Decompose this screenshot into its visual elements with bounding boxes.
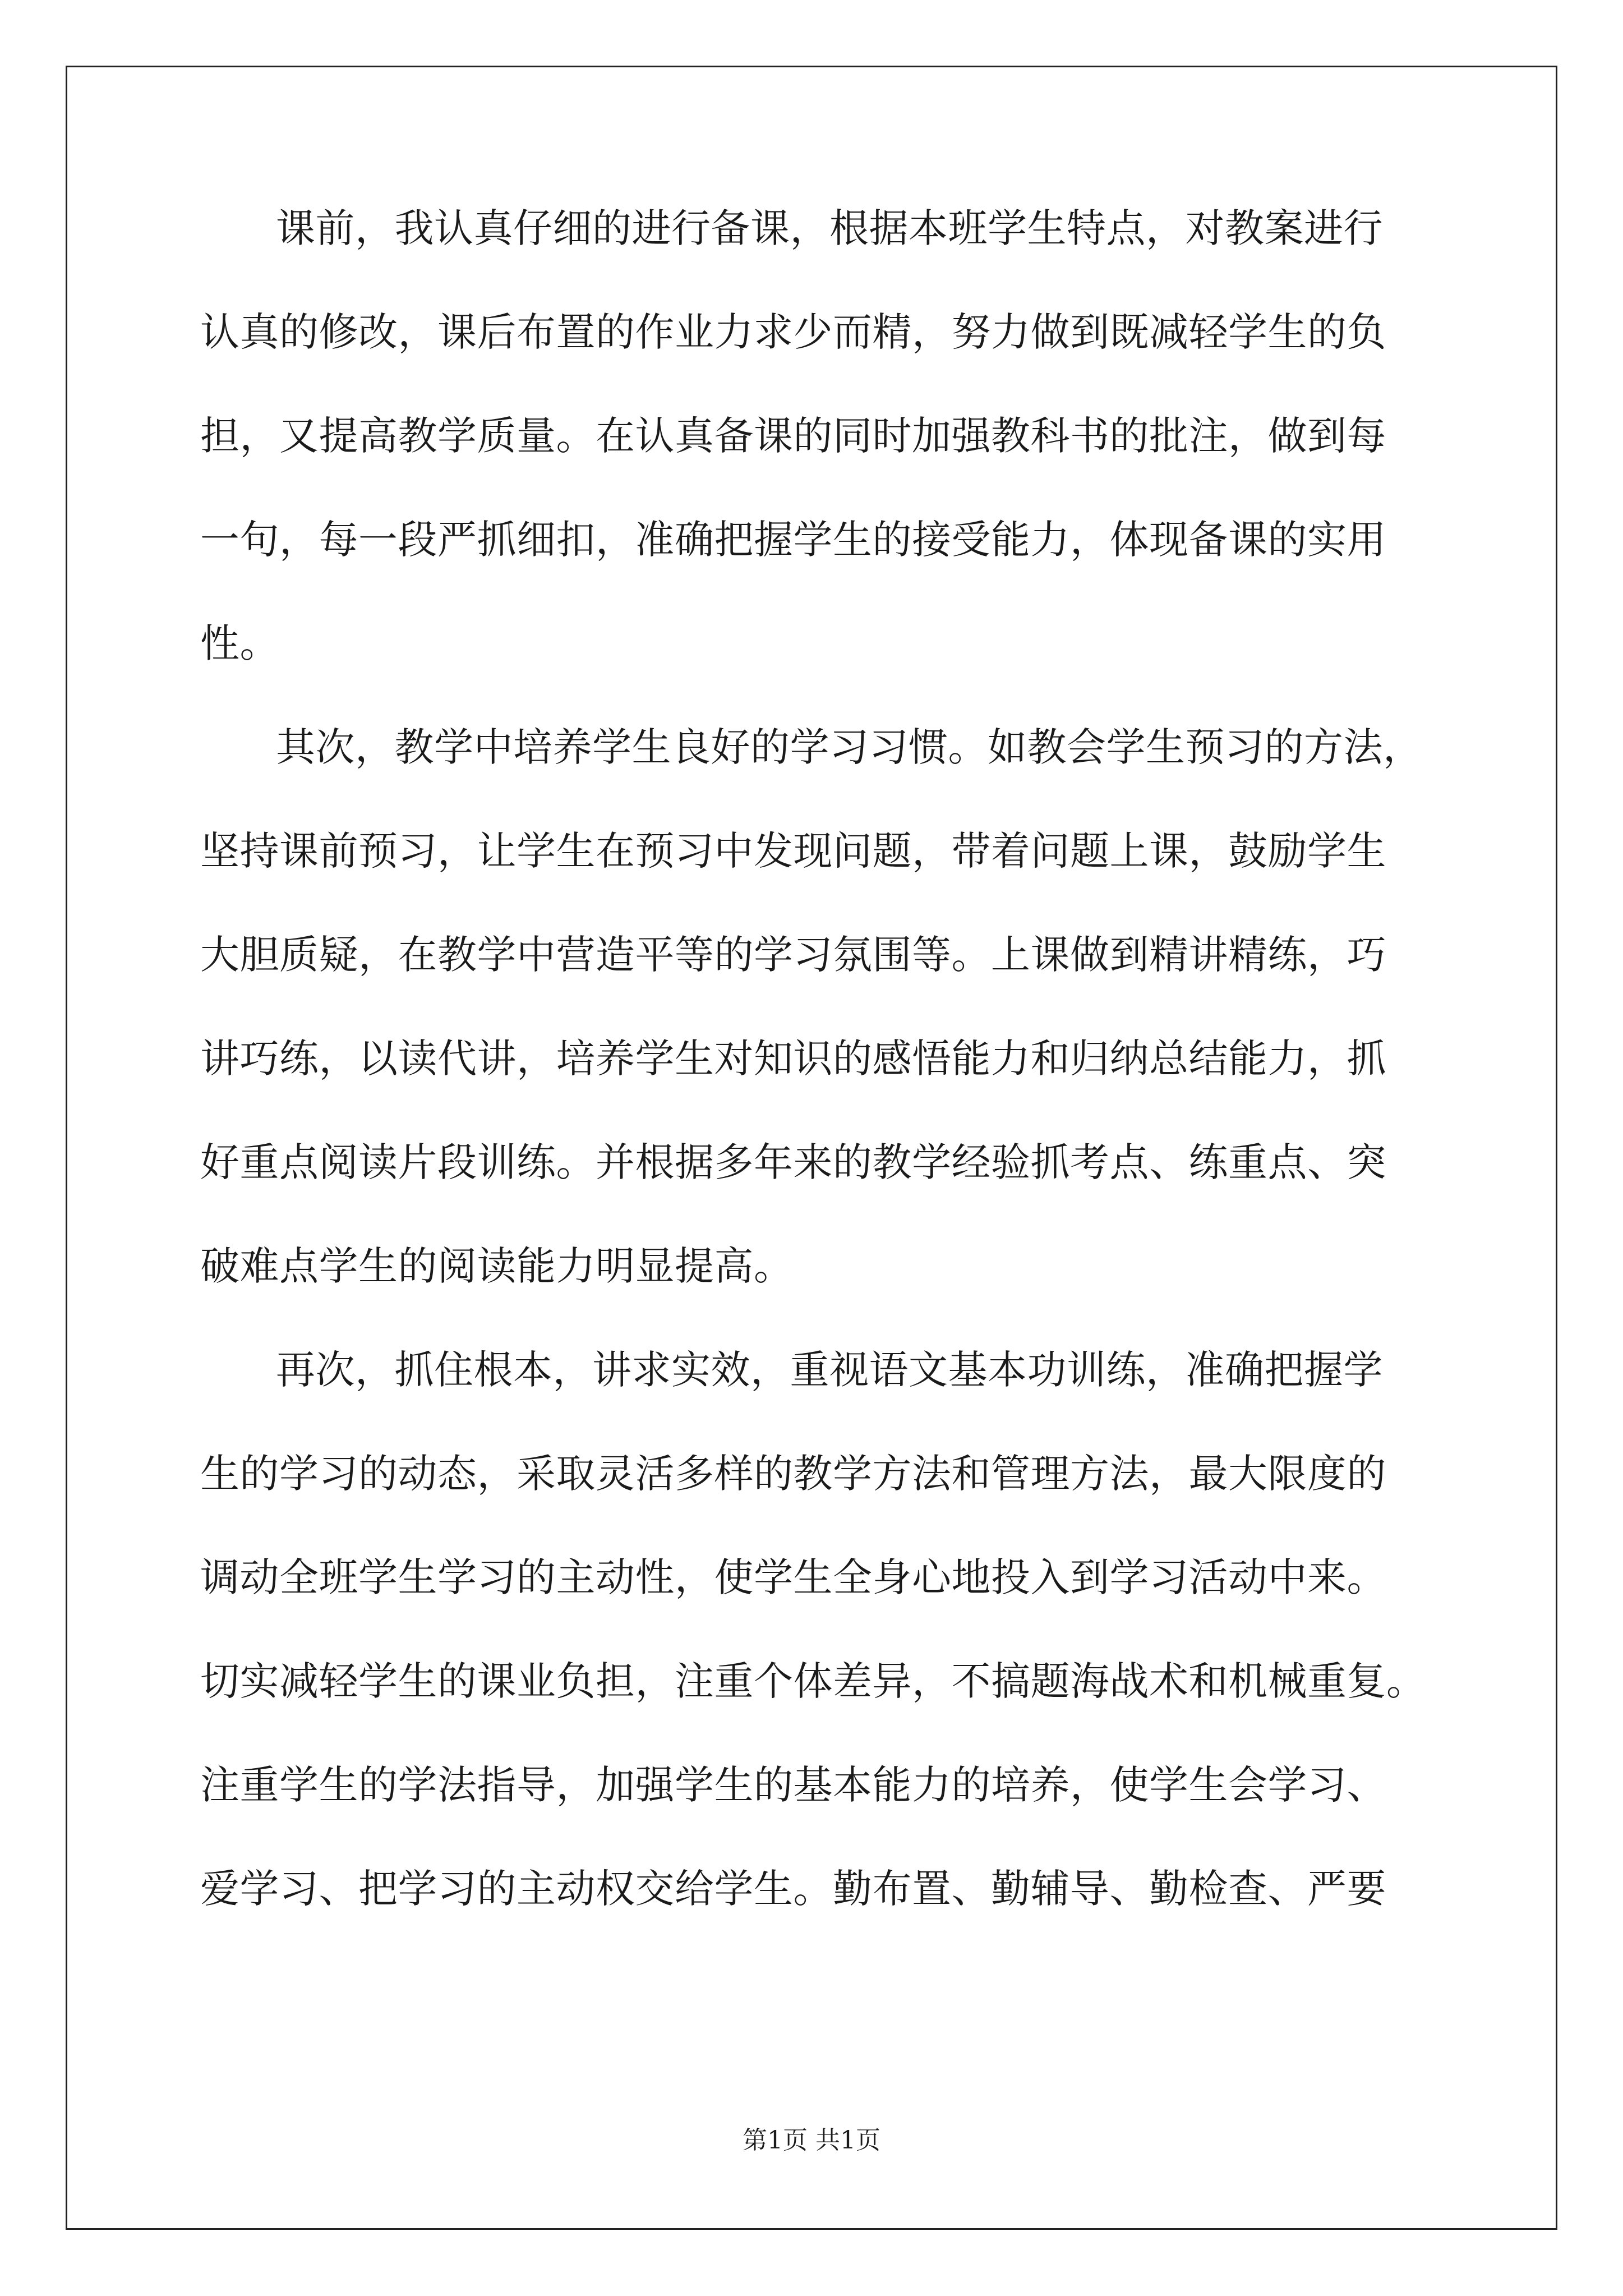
text-line: 认真的修改，课后布置的作业力求少而精，努力做到既减轻学生的负: [200, 309, 1386, 355]
text-line: 担，又提高教学质量。在认真备课的同时加强教科书的批注，做到每: [200, 413, 1386, 459]
text-line: 大胆质疑，在教学中营造平等的学习氛围等。上课做到精讲精练，巧: [200, 932, 1386, 978]
page-footer: 第1页 共1页: [743, 2126, 880, 2155]
text-line: 切实减轻学生的课业负担，注重个体差异，不搞题海战术和机械重复。: [200, 1658, 1426, 1704]
text-line: 生的学习的动态，采取灵活多样的教学方法和管理方法，最大限度的: [200, 1451, 1386, 1497]
text-line: 课前，我认真仔细的进行备课，根据本班学生特点，对教案进行: [276, 205, 1383, 251]
text-line: 调动全班学生学习的主动性，使学生全身心地投入到学习活动中来。: [200, 1554, 1386, 1600]
text-line: 性。: [200, 620, 279, 666]
text-line: 坚持课前预习，让学生在预习中发现问题，带着问题上课，鼓励学生: [200, 828, 1386, 874]
text-line: 注重学生的学法指导，加强学生的基本能力的培养，使学生会学习、: [200, 1762, 1386, 1808]
text-line: 爱学习、把学习的主动权交给学生。勤布置、勤辅导、勤检查、严要: [200, 1866, 1386, 1912]
text-line: 再次，抓住根本，讲求实效，重视语文基本功训练，准确把握学: [276, 1347, 1383, 1393]
text-line: 讲巧练，以读代讲，培养学生对知识的感悟能力和归纳总结能力，抓: [200, 1036, 1386, 1082]
text-line: 破难点学生的阅读能力明显提高。: [200, 1243, 794, 1289]
text-line: 好重点阅读片段训练。并根据多年来的教学经验抓考点、练重点、突: [200, 1139, 1386, 1185]
text-line: 一句，每一段严抓细扣，准确把握学生的接受能力，体现备课的实用: [200, 517, 1386, 563]
text-line: 其次，教学中培养学生良好的学习习惯。如教会学生预习的方法，: [276, 724, 1423, 770]
